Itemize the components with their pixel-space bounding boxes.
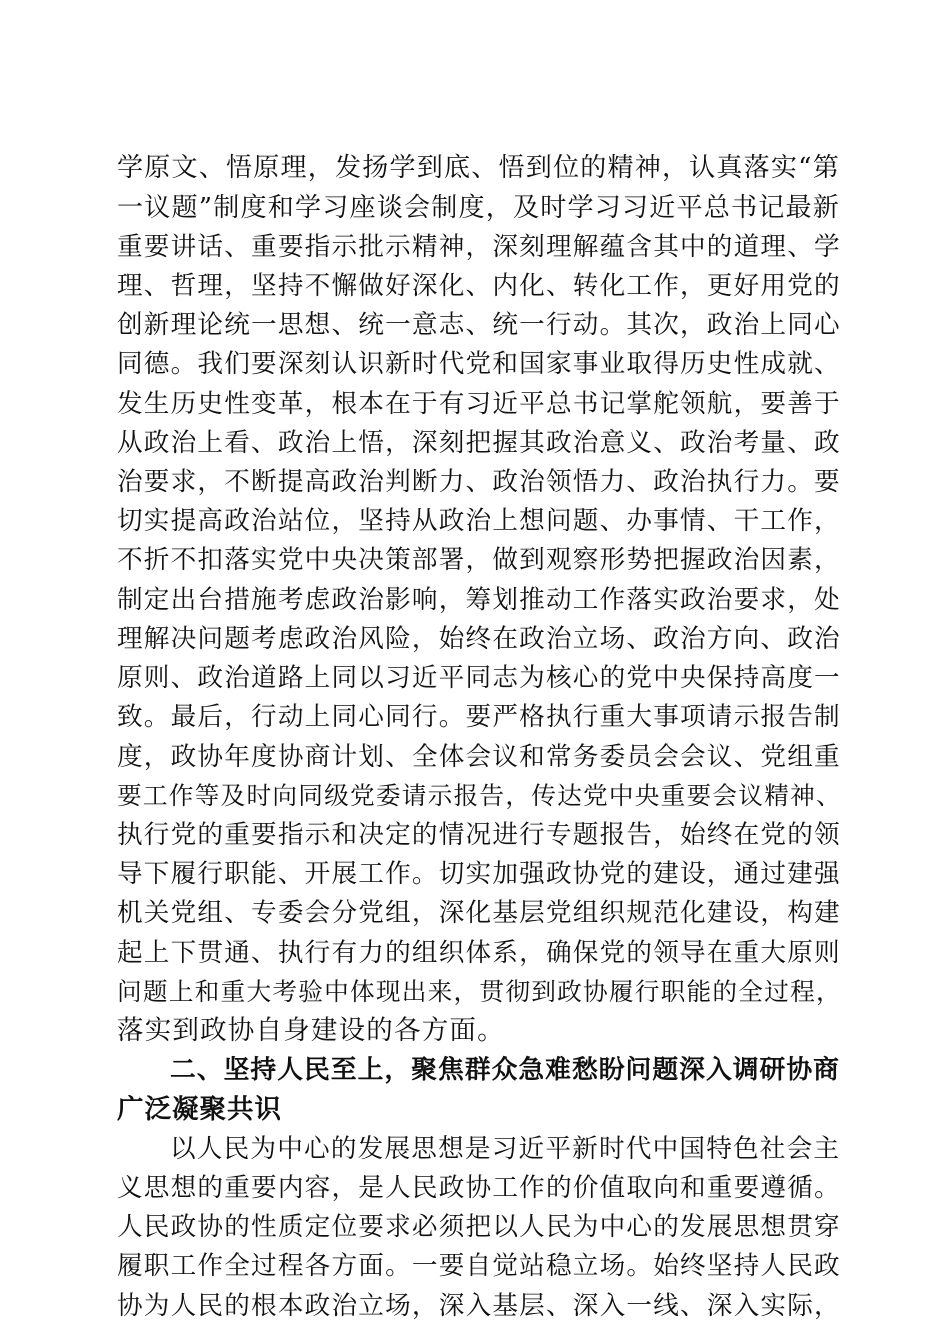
- body-line: 理解决问题考虑政治风险，始终在政治立场、政治方向、政治: [117, 624, 841, 654]
- body-line: 起上下贯通、执行有力的组织体系，确保党的领导在重大原则: [117, 938, 841, 968]
- body-line: 人民政协的性质定位要求必须把以人民为中心的发展思想贯穿: [117, 1212, 841, 1242]
- body-line: 发生历史性变革，根本在于有习近平总书记掌舵领航，要善于: [117, 389, 841, 419]
- body-line: 原则、政治道路上同以习近平同志为核心的党中央保持高度一: [117, 663, 841, 693]
- body-line: 义思想的重要内容，是人民政协工作的价值取向和重要遵循。: [117, 1173, 841, 1203]
- body-line: 履职工作全过程各方面。一要自觉站稳立场。始终坚持人民政: [117, 1251, 841, 1281]
- body-line: 致。最后，行动上同心同行。要严格执行重大事项请示报告制: [117, 702, 841, 732]
- section-heading: 二、坚持人民至上，聚焦群众急难愁盼问题深入调研协商: [170, 1055, 840, 1085]
- body-line: 理、哲理，坚持不懈做好深化、内化、转化工作，更好用党的: [117, 271, 841, 301]
- body-line: 学原文、悟原理，发扬学到底、悟到位的精神，认真落实“第: [117, 153, 840, 183]
- body-line: 导下履行职能、开展工作。切实加强政协党的建设，通过建强: [117, 859, 841, 889]
- body-line: 从政治上看、政治上悟，深刻把握其政治意义、政治考量、政: [117, 428, 841, 458]
- body-line: 治要求，不断提高政治判断力、政治领悟力、政治执行力。要: [117, 467, 841, 497]
- body-line: 一议题”制度和学习座谈会制度，及时学习习近平总书记最新: [117, 193, 840, 223]
- body-line: 要工作等及时向同级党委请示报告，传达党中央重要会议精神、: [117, 781, 842, 810]
- body-line: 度，政协年度协商计划、全体会议和常务委员会会议、党组重: [117, 742, 841, 772]
- body-line: 落实到政协自身建设的各方面。: [117, 1015, 505, 1046]
- body-line: 问题上和重大考验中体现出来，贯彻到政协履行职能的全过程，: [117, 977, 842, 1006]
- body-line: 创新理论统一思想、统一意志、统一行动。其次，政治上同心: [117, 310, 841, 340]
- body-line: 机关党组、专委会分党组，深化基层党组织规范化建设，构建: [117, 898, 841, 928]
- body-line: 同德。我们要深刻认识新时代党和国家事业取得历史性成就、: [117, 349, 841, 379]
- body-line: 协为人民的根本政治立场，深入基层、深入一线、深入实际，: [117, 1291, 841, 1321]
- body-line: 以人民为中心的发展思想是习近平新时代中国特色社会主: [170, 1134, 841, 1164]
- section-heading: 广泛凝聚共识: [117, 1094, 282, 1125]
- body-line: 不折不扣落实党中央决策部署，做到观察形势把握政治因素，: [117, 545, 841, 575]
- body-line: 执行党的重要指示和决定的情况进行专题报告，始终在党的领: [117, 820, 841, 850]
- body-line: 切实提高政治站位，坚持从政治上想问题、办事情、干工作，: [117, 506, 841, 536]
- body-line: 制定出台措施考虑政治影响，筹划推动工作落实政治要求，处: [117, 585, 841, 615]
- body-line: 重要讲话、重要指示批示精神，深刻理解蕴含其中的道理、学: [117, 232, 841, 262]
